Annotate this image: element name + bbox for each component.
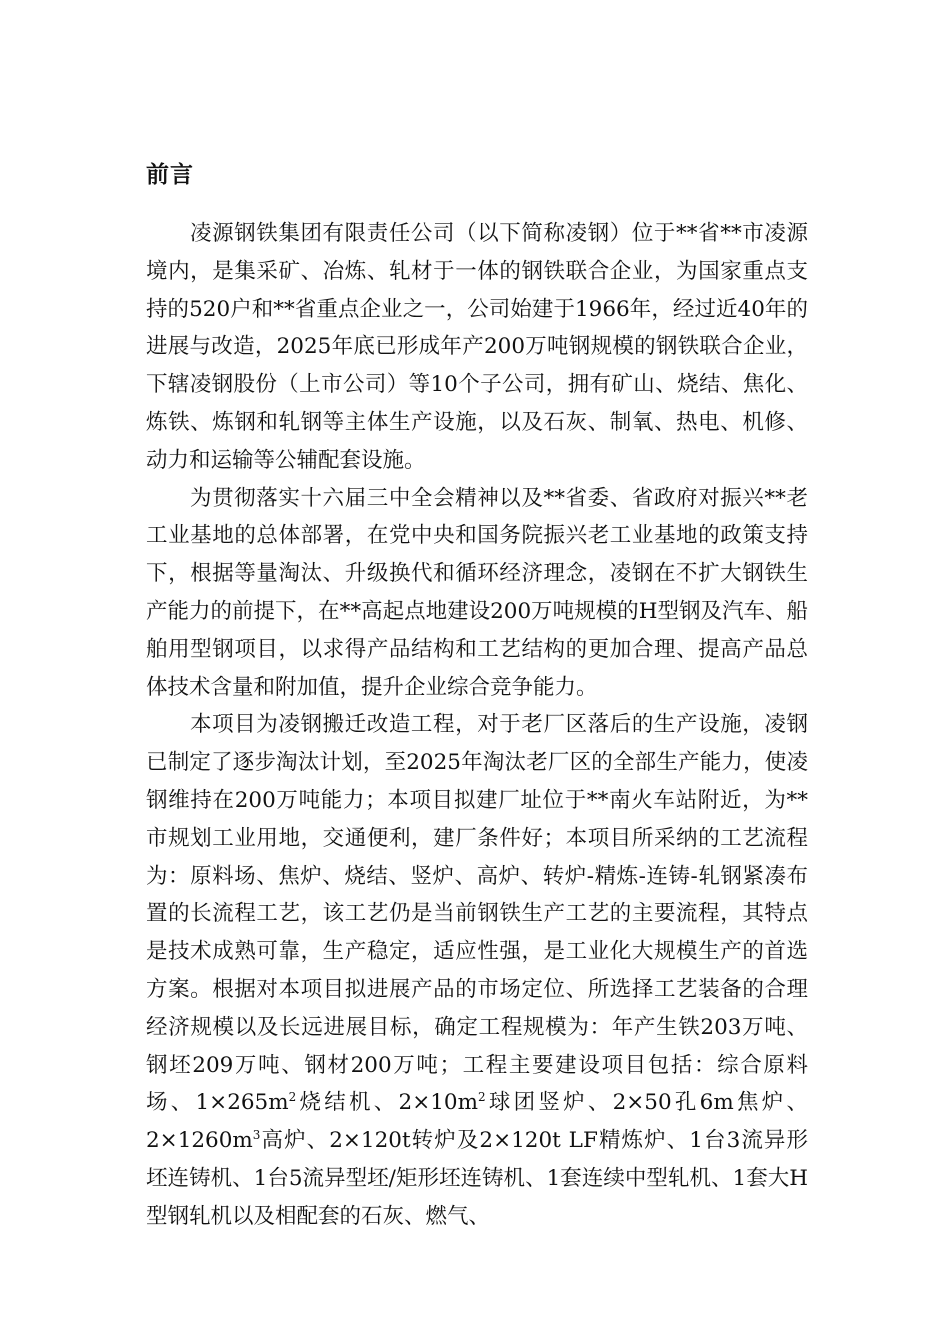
superscript-exponent: 2 [477,1090,486,1105]
paragraph-text-segment: 本项目为凌钢搬迁改造工程，对于老厂区落后的生产设施，凌钢已制定了逐步淘汰计划，至2025年淘汰老厂区的全部生产能力，使凌钢维持在200万吨能力；本项目拟建厂址位于**南火车站附近，为**市规划工业用地，交通便利，建厂条件好；本项目所采纳的工艺流程为：原料场、焦炉、烧结、竖炉、高炉、转炉-精炼-连铸-轧钢紧凑布置的长流程工艺，该工艺仍是当前钢铁生产工艺的主要流程，其特点是技术成熟可靠，生产稳定，适应性强，是工业化大规模生产的首选方案。根据对本项目拟进展产品的市场定位、所选择工艺装备的合理经济规模以及长远进展目标，确定工程规模为：年产生铁203万吨、钢坯209万吨、钢材200万吨；工程主要建设项目包括：综合原料场、1×265m [146,712,808,1116]
document-body [146,215,808,1236]
superscript-exponent: 3 [252,1128,261,1143]
paragraph-text-segment: 高炉、2×120t转炉及2×120t LF精炼炉、1台3流异形坯连铸机、1台5流异型坯/矩形坯连铸机、1套连续中型轧机、1套大H型钢轧机以及相配套的石灰、燃气、 [146,1128,808,1229]
page-title: 前言 [146,161,194,188]
paragraph-text-segment: 烧结机、2×10m [296,1090,478,1116]
paragraph-company-intro: 凌源钢铁集团有限责任公司（以下简称凌钢）位于**省**市凌源境内，是集采矿、冶炼、轧材于一体的钢铁联合企业，为国家重点支持的520户和**省重点企业之一，公司始建于1966年，经过近40年的进展与改造，2025年底已形成年产200万吨钢规模的钢铁联合企业，下辖凌钢股份（上市公司）等10个子公司，拥有矿山、烧结、焦化、炼铁、炼钢和轧钢等主体生产设施，以及石灰、制氧、热电、机修、动力和运输等公辅配套设施。 [146,221,808,473]
paragraph-text-segment: 球团竖炉、2×50孔6m焦炉、2×1260m [146,1090,808,1154]
superscript-exponent: 2 [288,1090,297,1105]
paragraph-project-background: 为贯彻落实十六届三中全会精神以及**省委、省政府对振兴**老工业基地的总体部署，在党中央和国务院振兴老工业基地的政策支持下，根据等量淘汰、升级换代和循环经济理念，凌钢在不扩大钢铁生产能力的前提下，在**高起点地建设200万吨规模的H型钢及汽车、船舶用型钢项目，以求得产品结构和工艺结构的更加合理、提高产品总体技术含量和附加值，提升企业综合竞争能力。 [146,485,808,700]
paragraph-project-scope [146,706,808,1235]
